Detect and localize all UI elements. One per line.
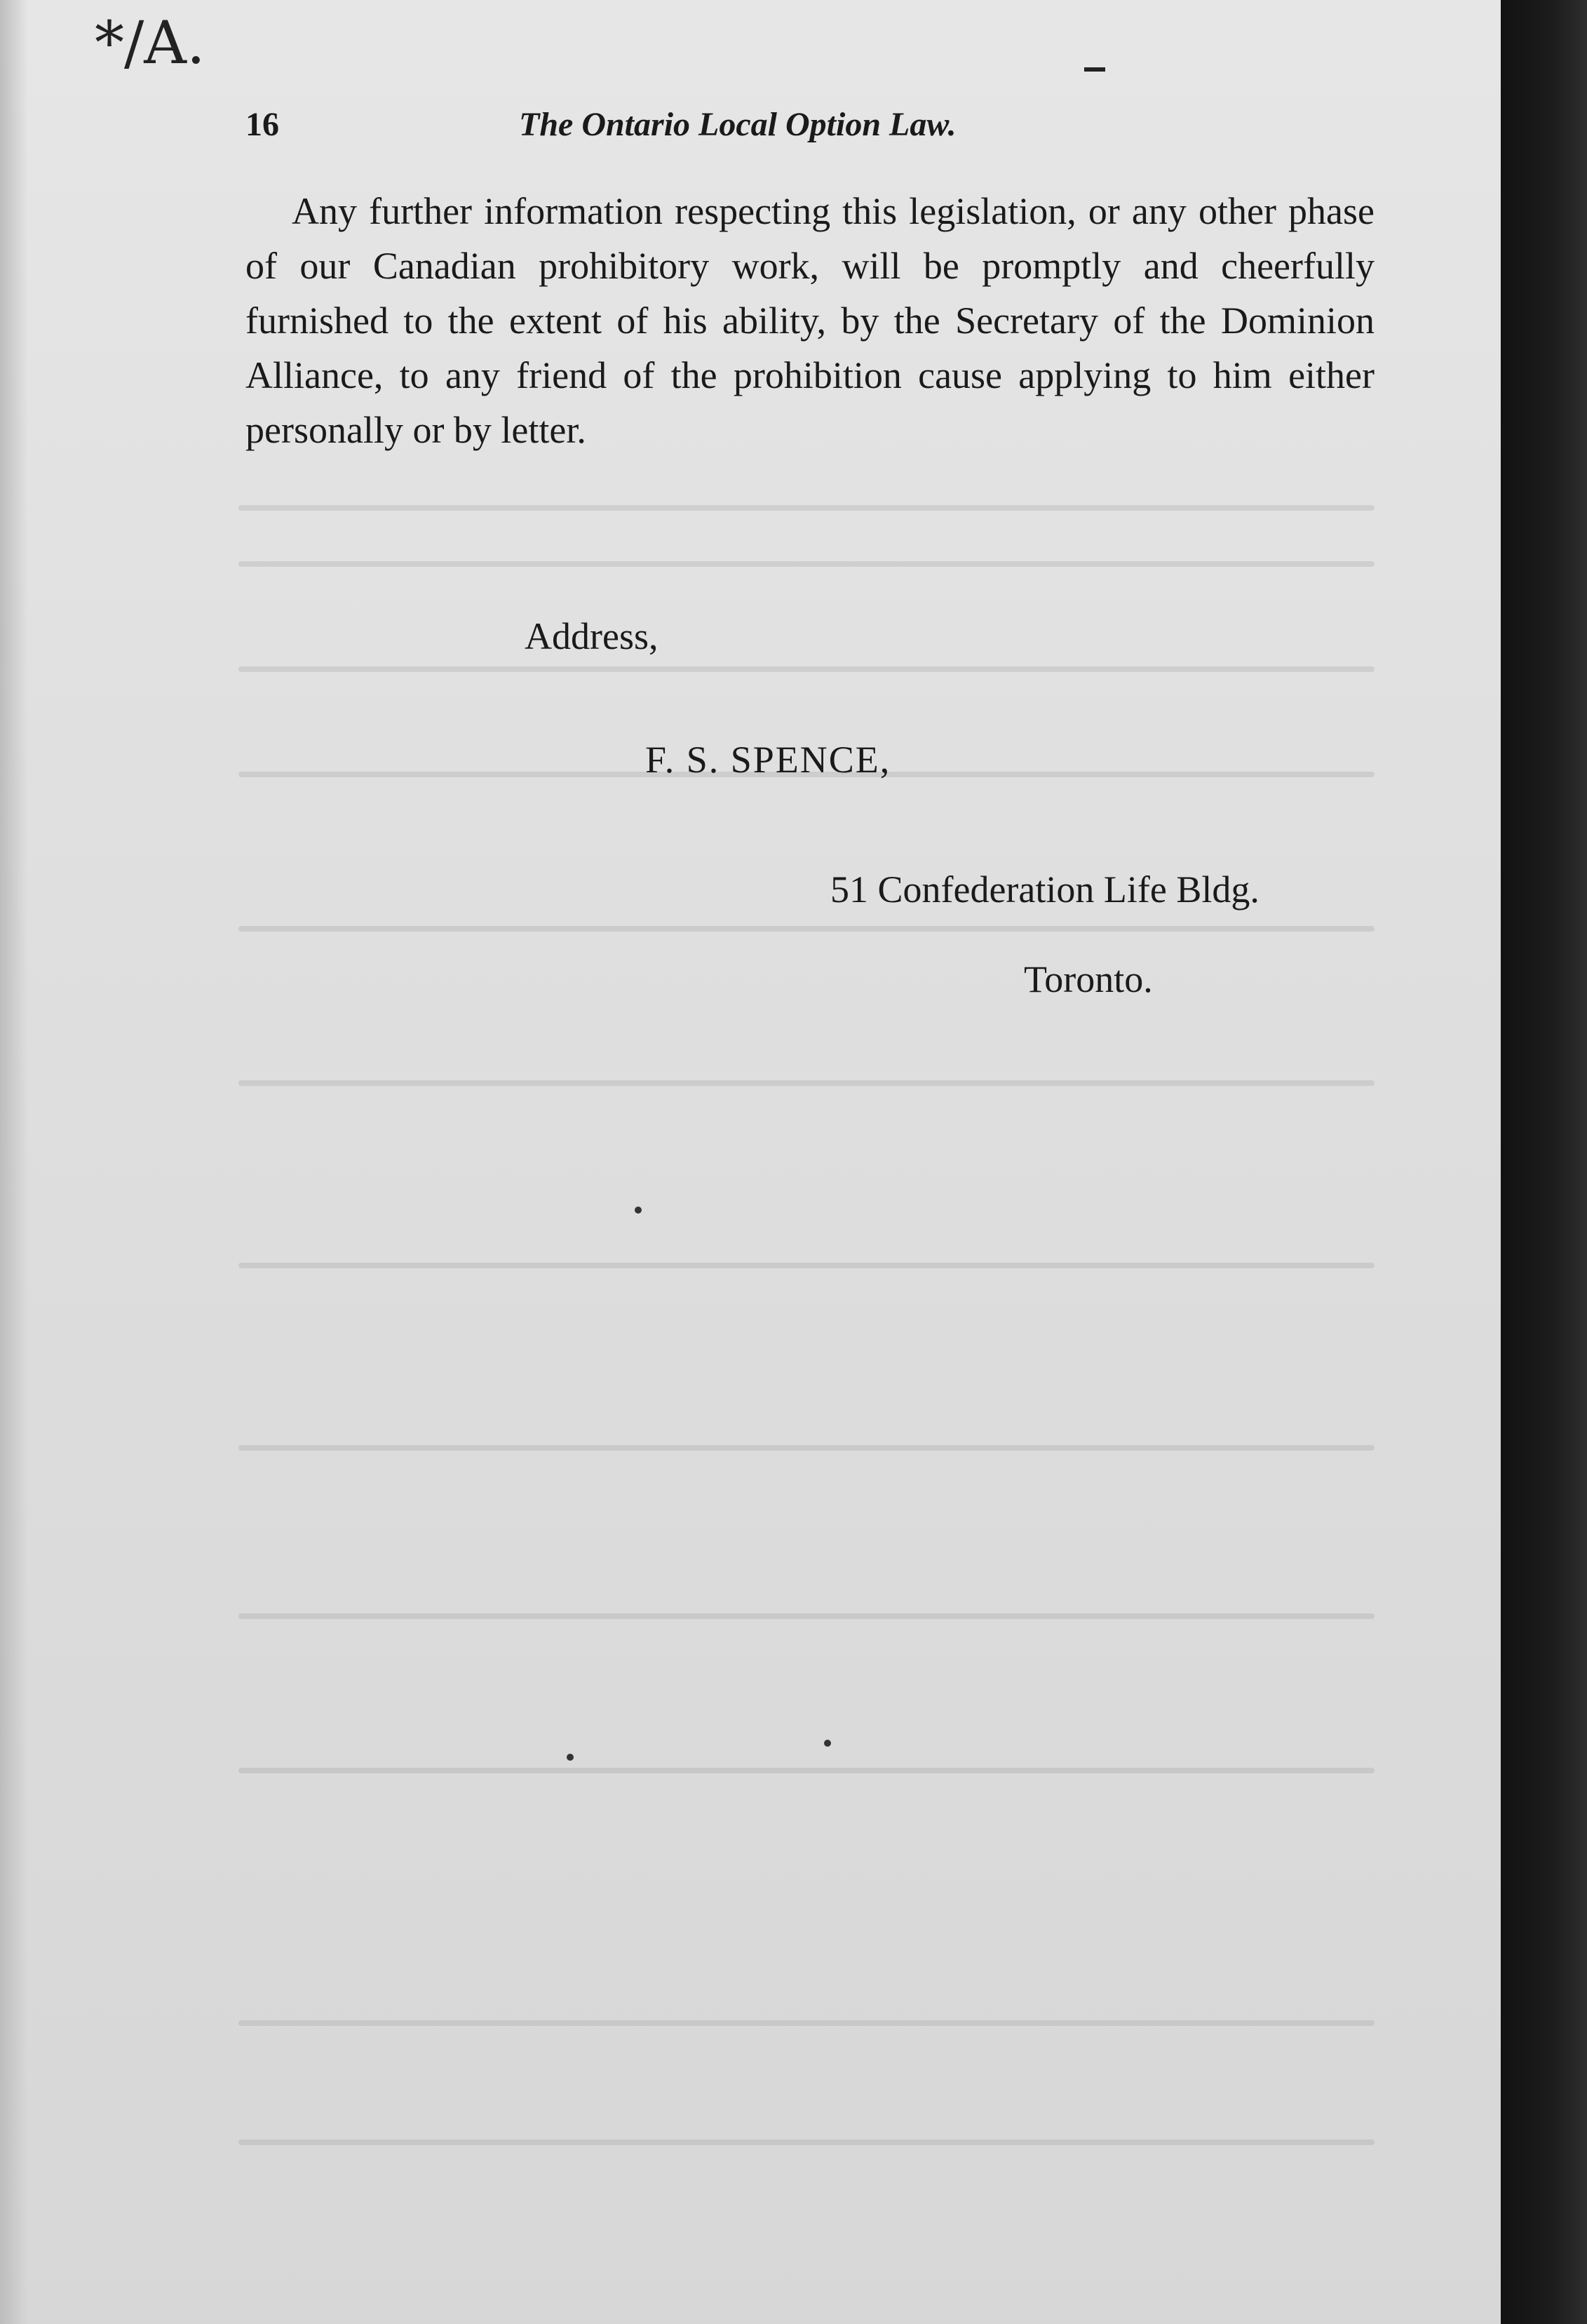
body-paragraph: Any further information respecting this legislation, or any other phase of our Canadian prohibitory work, will be promptly and cheerfully furnished to the extent of his ability, by the Secretary of the Dominion Alliance, to any friend of the prohibition cause applying to him either personally or by letter. bbox=[245, 190, 1375, 451]
page-gutter-shadow bbox=[0, 0, 28, 2324]
handwritten-corner-mark: */A. bbox=[95, 8, 205, 77]
bleed-through-line bbox=[238, 1445, 1375, 1451]
ink-speck bbox=[567, 1754, 574, 1761]
address-city: Toronto. bbox=[1024, 958, 1153, 1000]
address-street: 51 Confederation Life Bldg. bbox=[830, 868, 1260, 911]
bleed-through-line bbox=[238, 1768, 1375, 1773]
ink-speck bbox=[824, 1740, 831, 1747]
page-number: 16 bbox=[245, 106, 279, 143]
bleed-through-line bbox=[238, 1080, 1375, 1086]
scan-border bbox=[1501, 0, 1587, 2324]
bleed-through-line bbox=[238, 926, 1375, 932]
ink-mark bbox=[1084, 67, 1105, 72]
bleed-through-line bbox=[238, 2140, 1375, 2145]
bleed-through-line bbox=[238, 1263, 1375, 1268]
bleed-through-line bbox=[238, 561, 1375, 567]
book-title: The Ontario Local Option Law. bbox=[519, 106, 957, 143]
signatory-name: F. S. SPENCE, bbox=[645, 739, 891, 781]
ink-speck bbox=[635, 1207, 642, 1214]
bleed-through-line bbox=[238, 1613, 1375, 1619]
bleed-through-line bbox=[238, 666, 1375, 672]
bleed-through-line bbox=[238, 505, 1375, 511]
bleed-through-line bbox=[238, 2020, 1375, 2026]
address-label: Address, bbox=[525, 615, 659, 657]
